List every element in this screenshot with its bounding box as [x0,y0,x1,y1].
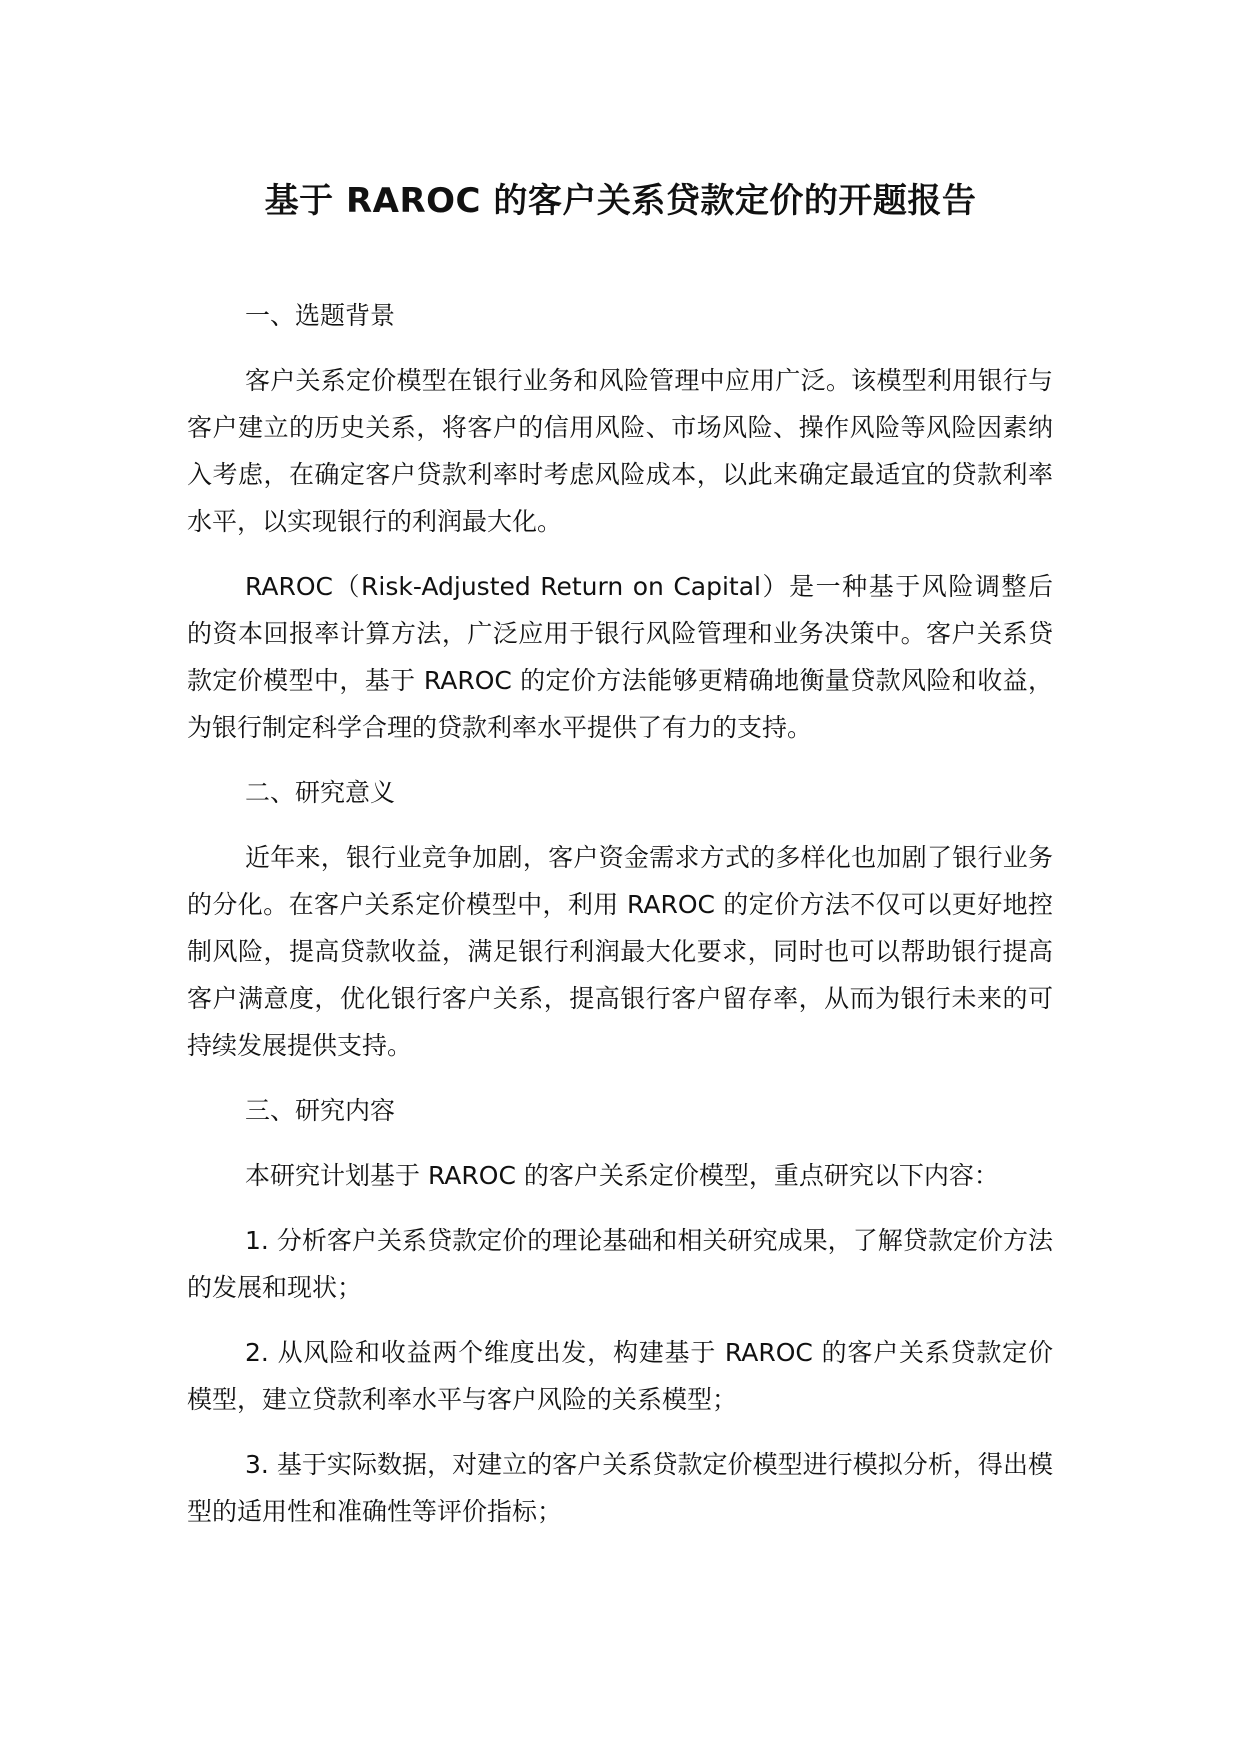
document-title: 基于 RAROC 的客户关系贷款定价的开题报告 [264,181,977,221]
paragraph: 近年来，银行业竞争加剧，客户资金需求方式的多样化也加剧了银行业务的分化。在客户关系定价模型中，利用 RAROC 的定价方法不仅可以更好地控制风险，提高贷款收益，满足银行利润最大化要求，同时也可以帮助银行提高客户满意度，优化银行客户关系，提高银行客户留存率，从而为银行未来的可持续发展提供支持。 [187,843,1053,1060]
paragraph: 客户关系定价模型在银行业务和风险管理中应用广泛。该模型利用银行与客户建立的历史关系，将客户的信用风险、市场风险、操作风险等风险因素纳入考虑，在确定客户贷款利率时考虑风险成本，以此来确定最适宜的贷款利率水平，以实现银行的利润最大化。 [187,366,1053,536]
list-item: 2. 从风险和收益两个维度出发，构建基于 RAROC 的客户关系贷款定价模型，建立贷款利率水平与客户风险的关系模型； [187,1338,1053,1414]
list-item: 1. 分析客户关系贷款定价的理论基础和相关研究成果，了解贷款定价方法的发展和现状； [187,1226,1053,1302]
paragraph: RAROC（Risk-Adjusted Return on Capital）是一种基于风险调整后的资本回报率计算方法，广泛应用于银行风险管理和业务决策中。客户关系贷款定价模型中，基于 RAROC 的定价方法能够更精确地衡量贷款风险和收益，为银行制定科学合理的贷款利率水平提供了有力的支持。 [187,572,1053,742]
list-item: 3. 基于实际数据，对建立的客户关系贷款定价模型进行模拟分析，得出模型的适用性和准确性等评价指标； [187,1450,1053,1526]
document-body [187,292,1053,1553]
section-heading-background: 一、选题背景 [245,301,396,330]
section-heading-content: 三、研究内容 [245,1096,396,1125]
section-heading-significance: 二、研究意义 [245,778,396,807]
paragraph: 本研究计划基于 RAROC 的客户关系定价模型，重点研究以下内容： [245,1161,999,1190]
